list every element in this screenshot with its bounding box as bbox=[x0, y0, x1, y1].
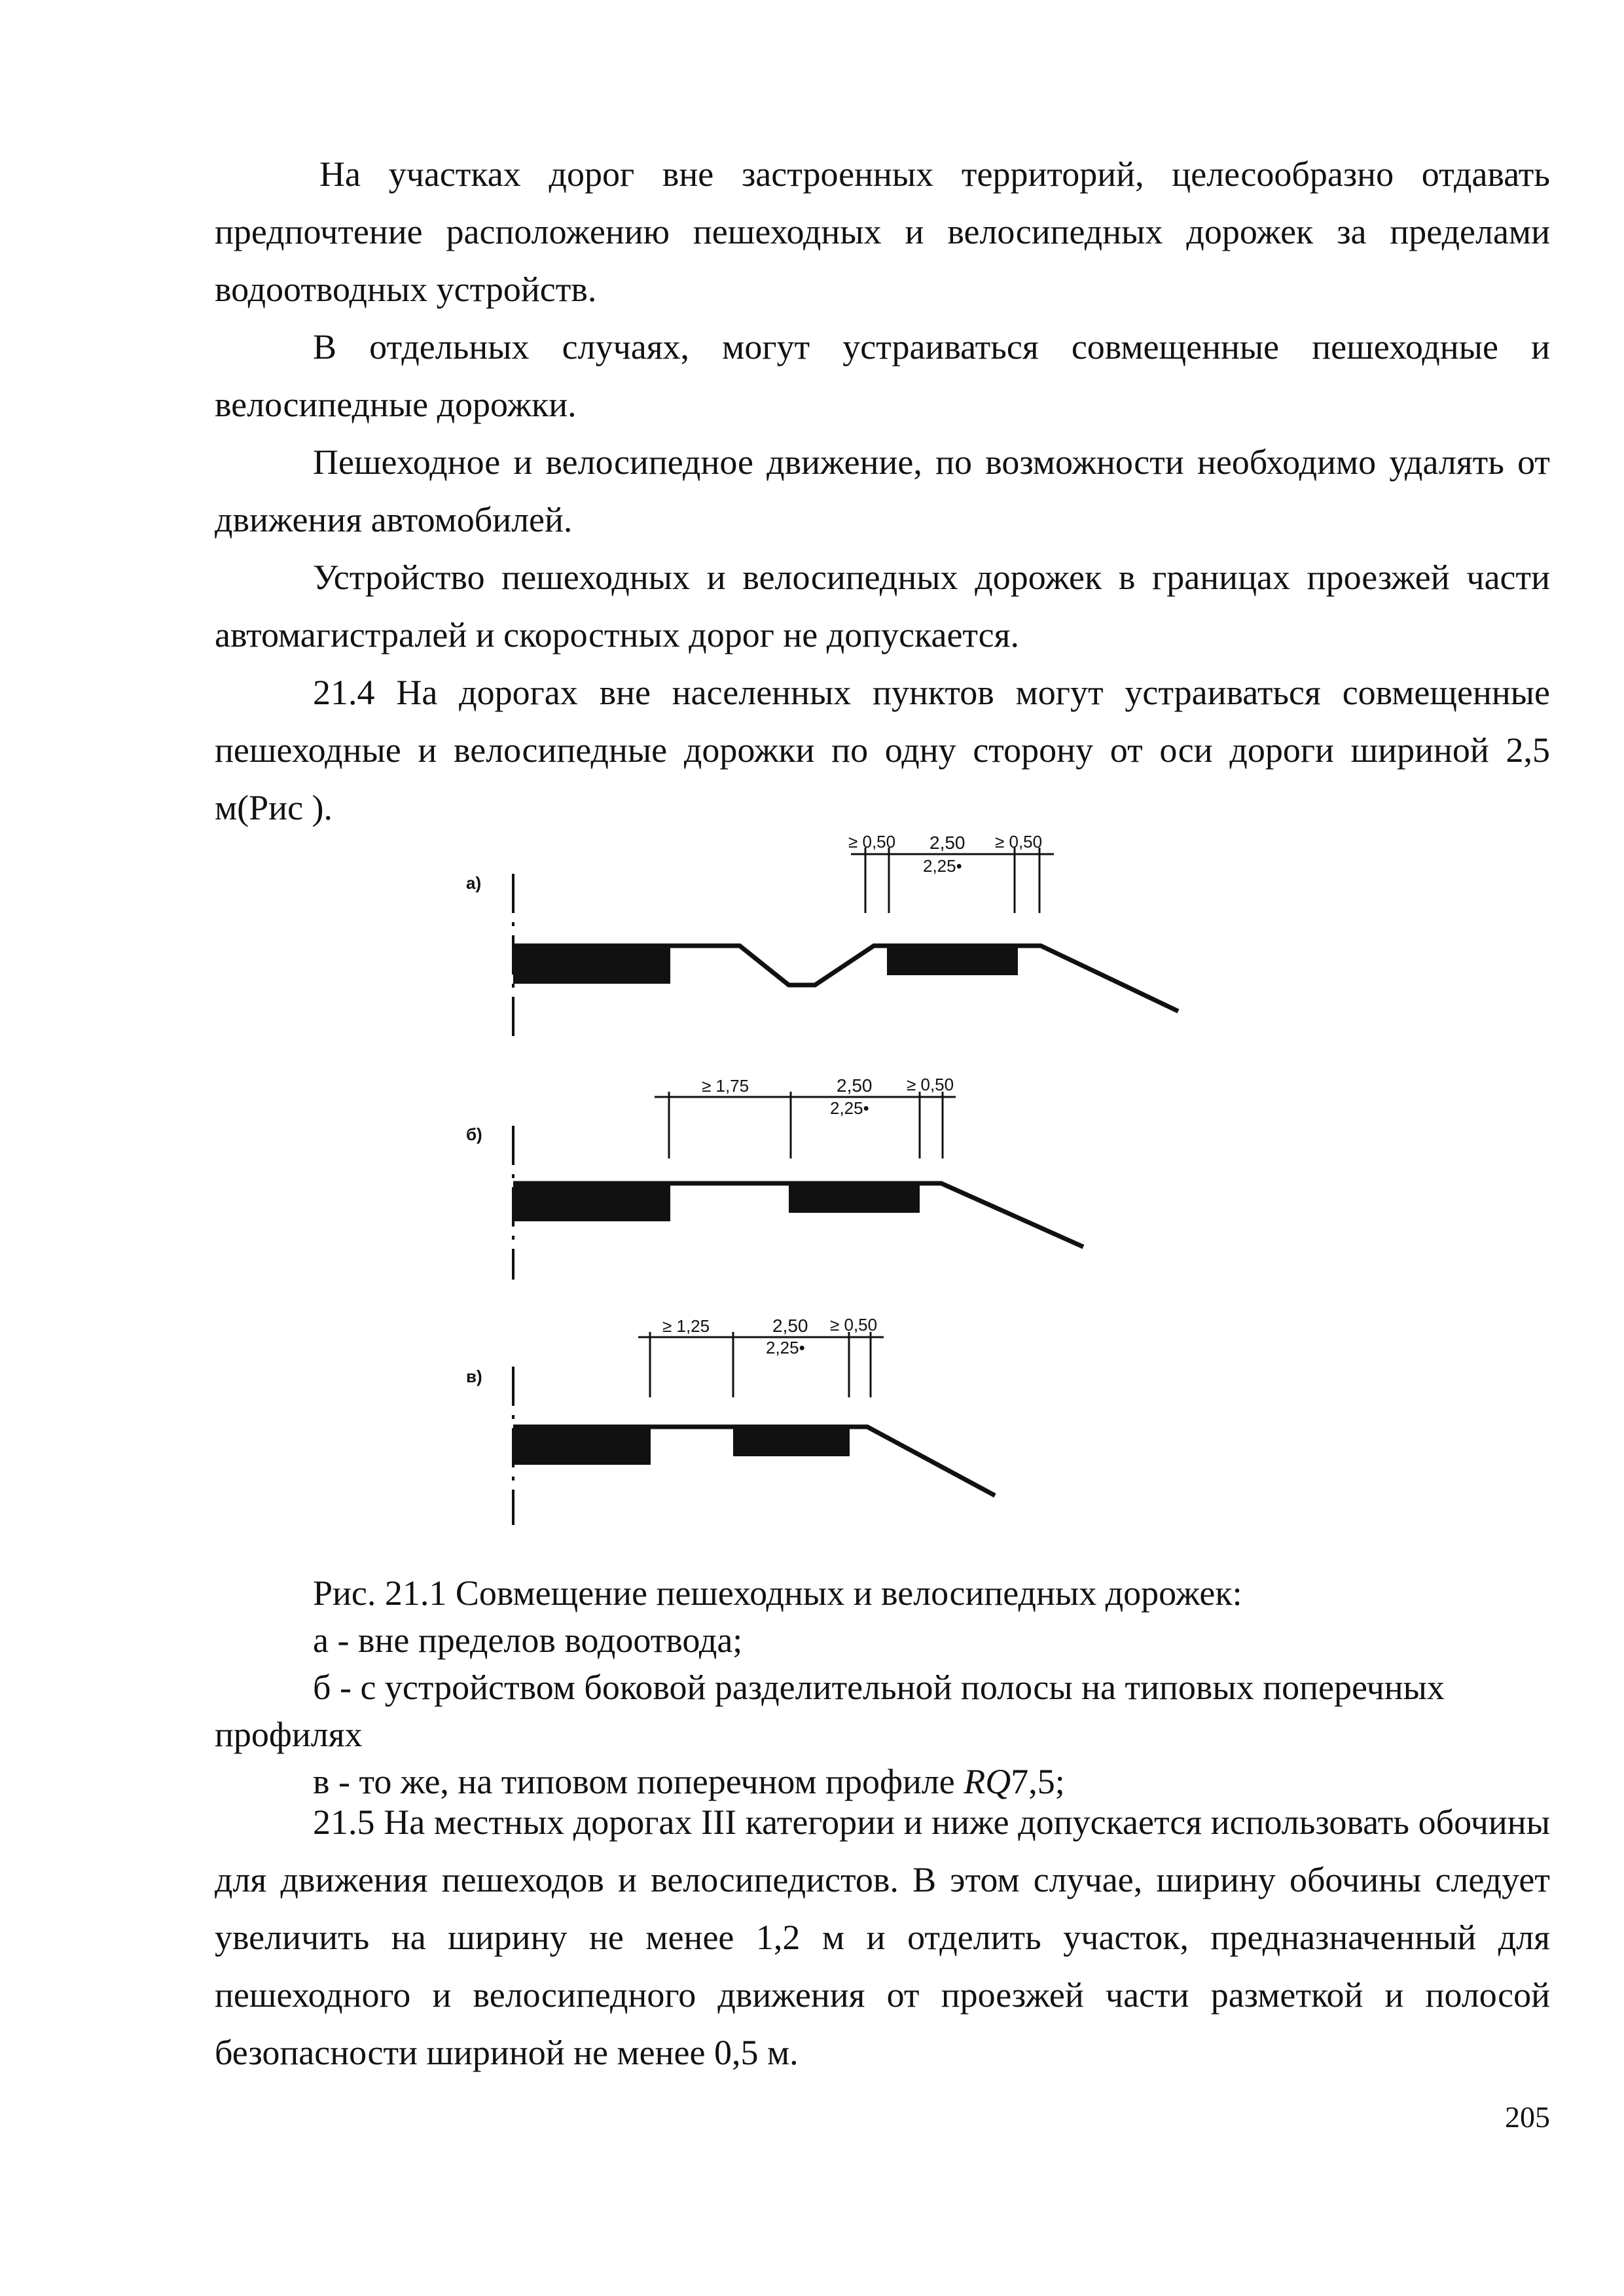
caption-item-c-code: RQ bbox=[964, 1762, 1011, 1801]
panel-b-carriageway bbox=[513, 1183, 670, 1221]
panel-a bbox=[466, 832, 1178, 1041]
paragraph-21-5: 21.5 На местных дорогах III категории и ниже допускается использовать обочины для движения пешеходов и велосипедистов. В этом случае, ширину обочины следует увеличить на ширину не менее 1,2 м и отделить участок, предназначенный для пешеходного и велосипедного движения от проезжей части разметкой и полосой безопасности шириной не менее 0,5 м. bbox=[215, 1803, 1550, 2072]
panel-c-path bbox=[733, 1427, 850, 1456]
paragraph-21-4: 21.4 На дорогах вне населенных пунктов могут устраиваться совмещенные пешеходные и велосипедные дорожки по одну сторону от оси дороги шириной 2,5 м(Рис ). bbox=[215, 673, 1550, 827]
panel-c-dim-3: 2,25• bbox=[766, 1338, 805, 1357]
panel-a-carriageway bbox=[513, 946, 670, 984]
panel-b-dim-3: 2,25• bbox=[830, 1098, 869, 1118]
panel-b-path bbox=[789, 1183, 920, 1213]
panel-c-label: в) bbox=[466, 1367, 482, 1386]
caption-item-c-suffix: 7,5; bbox=[1011, 1762, 1065, 1801]
panel-b-dim-2: 2,50 bbox=[837, 1075, 873, 1096]
panel-c-dim-4: ≥ 0,50 bbox=[830, 1315, 878, 1335]
panel-a-dim-1: ≥ 0,50 bbox=[848, 832, 896, 852]
paragraph-1: На участках дорог вне застроенных территорий, целесообразно отдавать предпочтение расположению пешеходных и велосипедных дорожек за пределами водоотводных устройств. bbox=[215, 154, 1550, 309]
caption-item-b: б - с устройством боковой разделительной полосы на типовых поперечных профилях bbox=[215, 1668, 1445, 1754]
body-text-bottom bbox=[215, 1793, 1550, 2081]
panel-b-label: б) bbox=[466, 1124, 482, 1144]
caption-title: Рис. 21.1 Совмещение пешеходных и велосипедных дорожек: bbox=[313, 1573, 1242, 1613]
panel-b-dim-4: ≥ 0,50 bbox=[907, 1075, 954, 1094]
panel-c-dim-1: ≥ 1,25 bbox=[662, 1316, 710, 1336]
panel-a-dim-2: 2,50 bbox=[929, 833, 965, 853]
figure-caption bbox=[215, 1570, 1589, 1805]
caption-item-c-prefix: в - то же, на типовом поперечном профиле bbox=[313, 1762, 964, 1801]
caption-item-a: а - вне пределов водоотвода; bbox=[313, 1621, 743, 1660]
panel-c bbox=[466, 1315, 995, 1525]
paragraph-2: В отдельных случаях, могут устраиваться совмещенные пешеходные и велосипедные дорожки. bbox=[215, 327, 1550, 424]
panel-a-dim-4: ≥ 0,50 bbox=[995, 832, 1043, 852]
panel-a-path bbox=[887, 946, 1018, 975]
paragraph-4: Устройство пешеходных и велосипедных дорожек в границах проезжей части автомагистралей и скоростных дорог не допускается. bbox=[215, 558, 1550, 655]
panel-a-label: а) bbox=[466, 873, 482, 893]
panel-c-dim-2: 2,50 bbox=[772, 1316, 808, 1336]
panel-b-dim-1: ≥ 1,75 bbox=[702, 1076, 749, 1096]
panel-a-dim-3: 2,25• bbox=[923, 856, 962, 876]
paragraph-3: Пешеходное и велосипедное движение, по возможности необходимо удалять от движения автомобилей. bbox=[215, 442, 1550, 539]
panel-b bbox=[466, 1075, 1083, 1280]
page-number: 205 bbox=[1505, 2100, 1550, 2134]
panel-c-carriageway bbox=[513, 1427, 651, 1465]
